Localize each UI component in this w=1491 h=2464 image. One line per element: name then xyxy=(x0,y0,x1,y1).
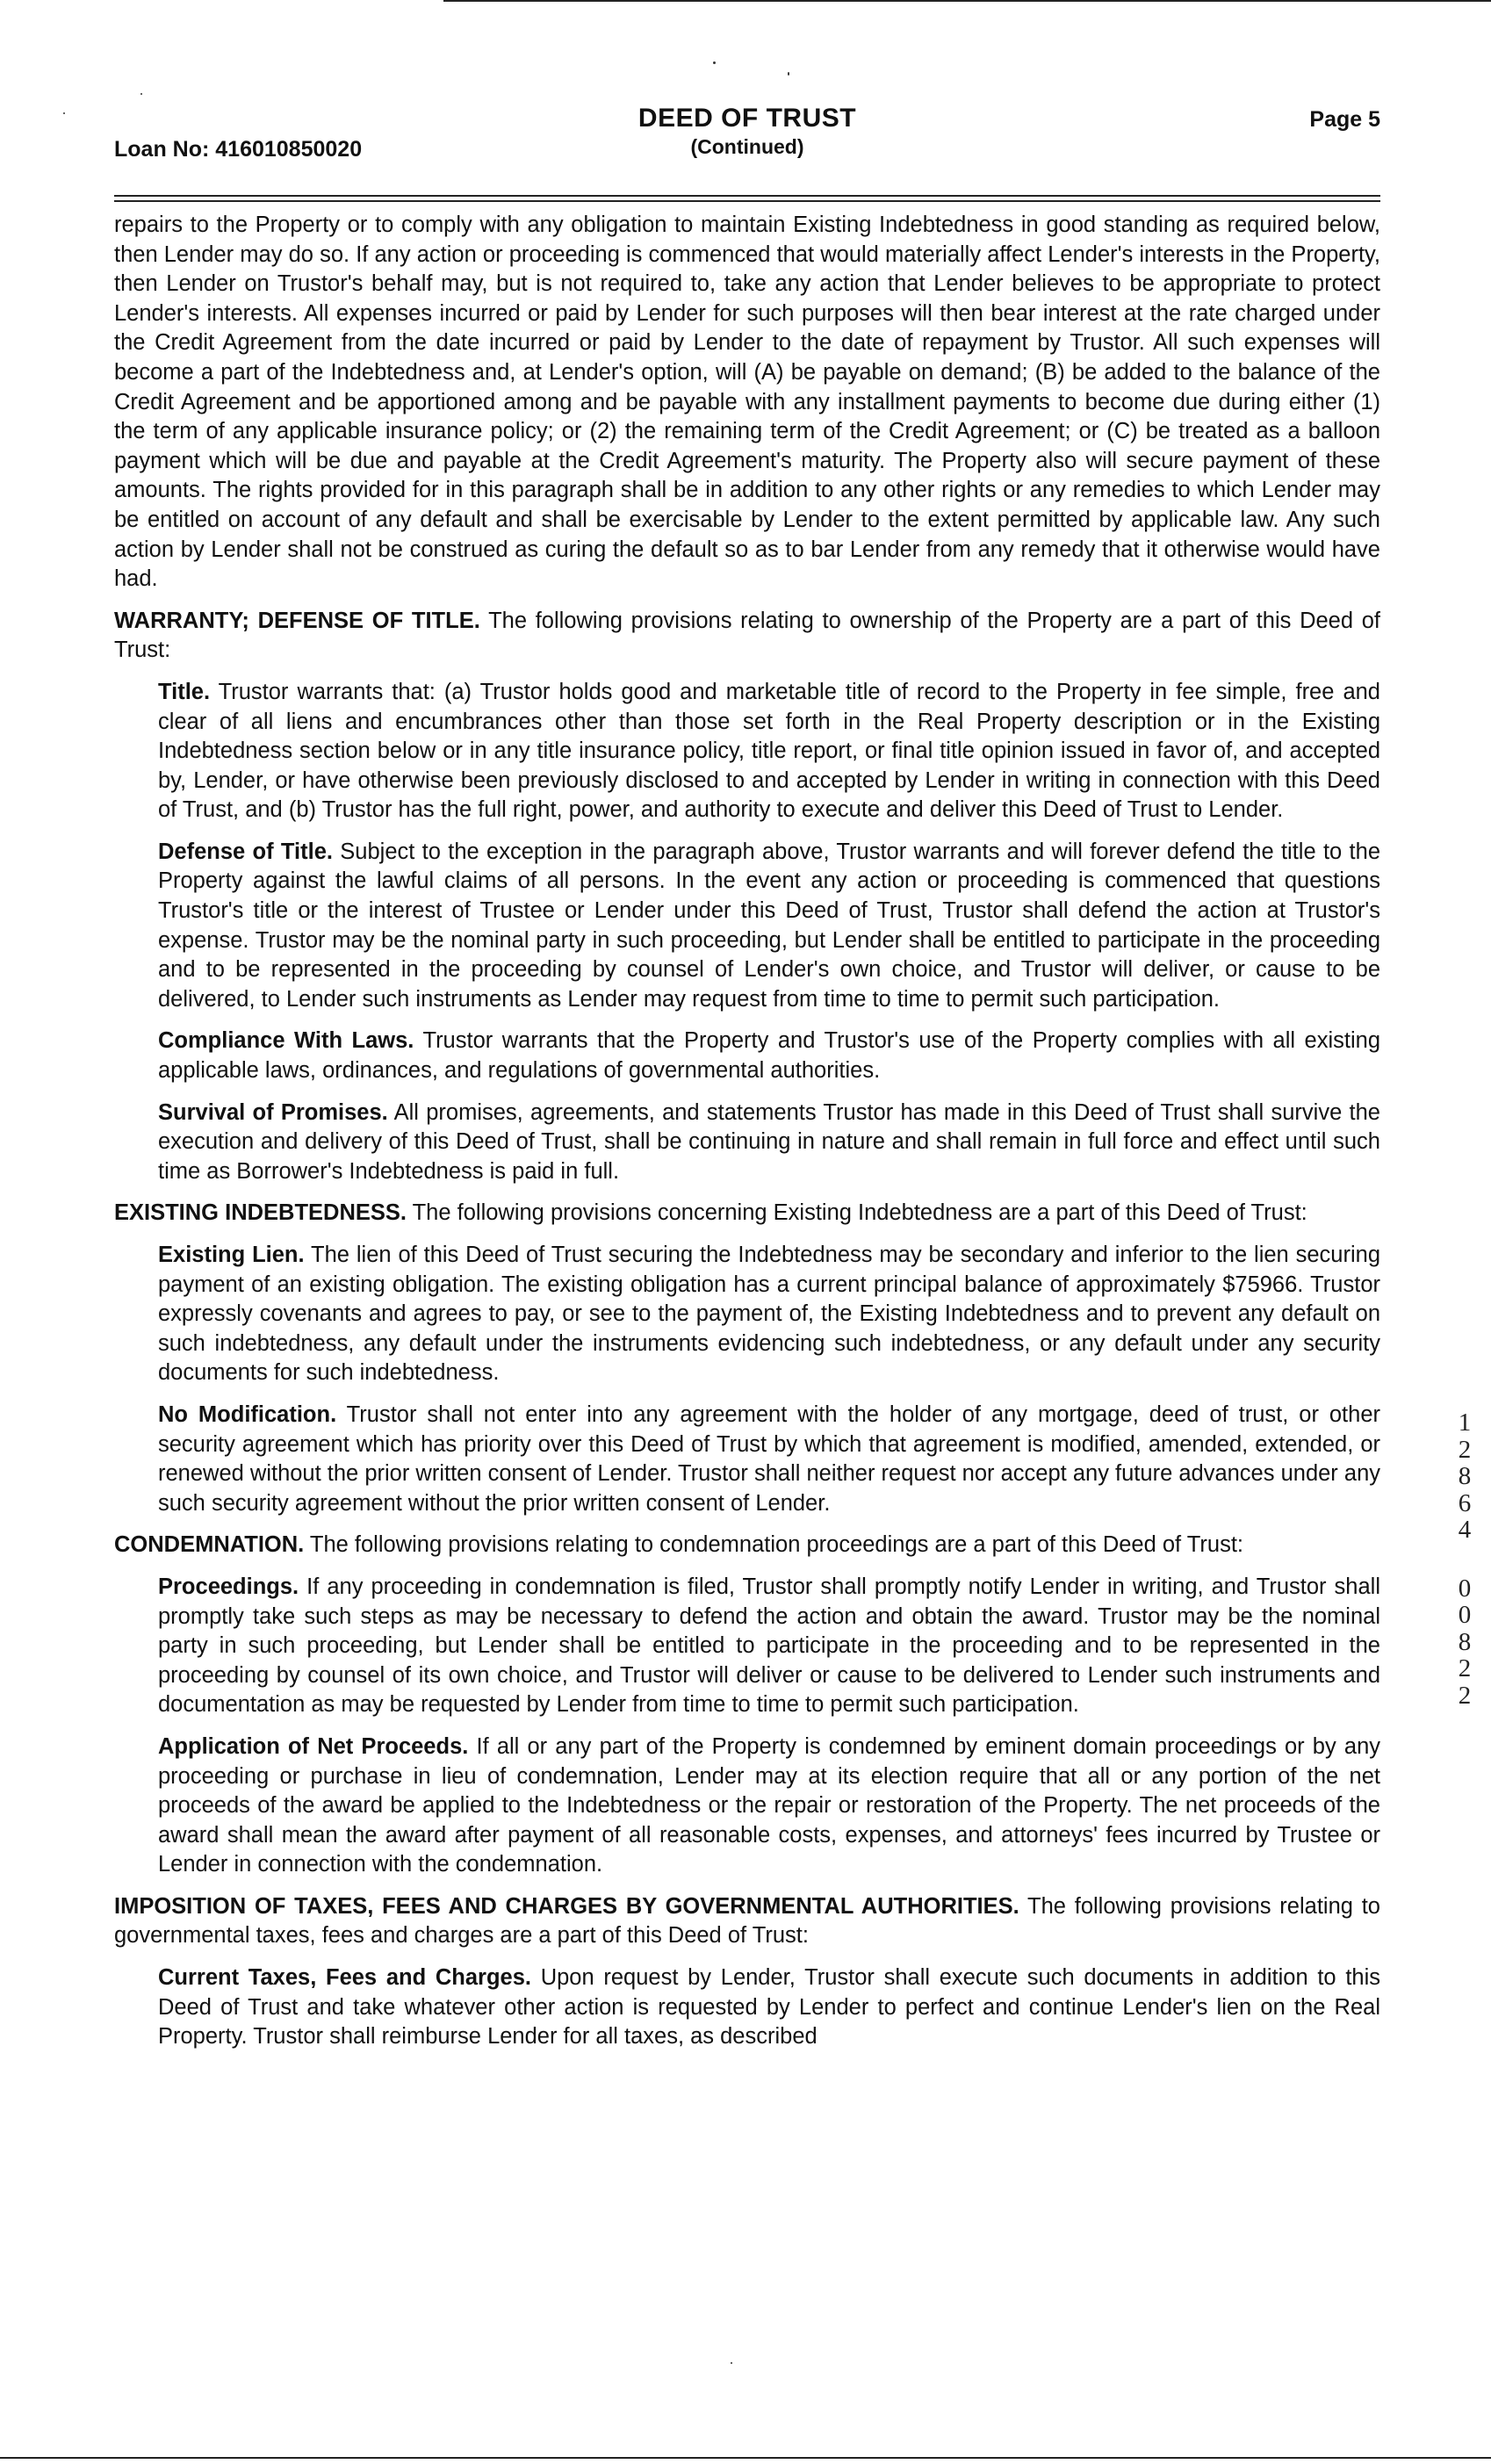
scan-speck xyxy=(731,2362,732,2364)
subsection-text: If any proceeding in condemnation is filed, Trustor shall promptly notify Lender in writing, and Trustor shall promptly take such steps as may be necessary to defend the action and obtain the award. Trustor may be the nominal party in such proceeding, but Lender shall be entitled to participate in the proceeding and to be represented in the proceeding by counsel of its own choice, and Trustor will deliver or cause to be delivered to Lender such instruments and documentation as may be requested by Lender from time to time to permit such participation. xyxy=(158,1574,1380,1718)
page-number: Page 5 xyxy=(1309,107,1380,132)
section-text: The following provisions relating to ownership of the Property are a part of this Deed of Trust: xyxy=(114,608,1381,663)
side-digit: 6 xyxy=(1458,1488,1472,1517)
subsection-defense-of-title xyxy=(158,838,1380,1015)
subsection-text: If all or any part of the Property is condemned by eminent domain proceedings or by any proceeding or purchase in lieu of condemnation, Lender may at its election require that all or any portion of the net proceeds of the award be applied to the Indebtedness or the repair or restoration of the Property. The net proceeds of the award shall mean the award after payment of all reasonable costs, expenses, and attorneys' fees incurred by Trustee or Lender in connection with the condemnation. xyxy=(158,1733,1381,1877)
side-digit: 2 xyxy=(1458,1654,1472,1682)
scan-top-edge xyxy=(443,0,1491,2)
subsection-title xyxy=(158,678,1380,825)
subsection-text: Subject to the exception in the paragraph above, Trustor warrants and will forever defend the title to the Property against the lawful claims of all persons. In the event any action or proceeding is commenced that questions Trustor's title or the interest of Trustee or Lender under this Deed of Trust, Trustor shall defend the action at Trustor's expense. Trustor may be the nominal party in such proceeding, but Lender shall be entitled to participate in the proceeding and to be represented in the proceeding by counsel of Lender's own choice, and Trustor will deliver, or cause to be delivered, to Lender such instruments as Lender may request from time to time to permit such participation. xyxy=(158,839,1381,1012)
side-digit: 4 xyxy=(1458,1516,1472,1544)
subsection-survival xyxy=(158,1099,1380,1187)
section-warranty xyxy=(114,607,1380,666)
section-heading: WARRANTY; DEFENSE OF TITLE. xyxy=(114,608,480,633)
section-heading: IMPOSITION OF TAXES, FEES AND CHARGES BY GOVERNMENTAL AUTHORITIES. xyxy=(114,1893,1019,1919)
section-text: The following provisions relating to governmental taxes, fees and charges are a part of this Deed of Trust: xyxy=(114,1893,1380,1949)
subsection-heading: Survival of Promises. xyxy=(158,1099,388,1125)
section-text: The following provisions concerning Existing Indebtedness are a part of this Deed of Trust: xyxy=(412,1200,1307,1226)
section-taxes xyxy=(114,1892,1380,1951)
document-title: DEED OF TRUST xyxy=(637,104,857,133)
side-document-number xyxy=(1453,1409,1476,1709)
subsection-existing-lien xyxy=(158,1241,1380,1388)
subsection-heading: Current Taxes, Fees and Charges. xyxy=(158,1965,531,1991)
subsection-heading: Compliance With Laws. xyxy=(158,1028,414,1054)
document-header xyxy=(114,104,1380,174)
subsection-text: Trustor warrants that: (a) Trustor holds good and marketable title of record to the Property in fee simple, free and clear of all liens and encumbrances other than those set forth in the Real Property description or in the Existing Indebtedness section below or in any title insurance policy, title report, or final title opinion issued in favor of, and accepted by, Lender, or have otherwise been previously disclosed to and accepted by Lender in writing in connection with this Deed of Trust, and (b) Trustor has the full right, power, and authority to execute and deliver this Deed of Trust to Lender. xyxy=(158,679,1380,823)
side-digit: 2 xyxy=(1458,1681,1472,1710)
side-gap xyxy=(1453,1544,1476,1575)
subsection-heading: No Modification. xyxy=(158,1401,337,1427)
side-digit: 2 xyxy=(1458,1435,1472,1464)
document-body xyxy=(114,211,1380,2064)
section-text: The following provisions relating to condemnation proceedings are a part of this Deed of Trust: xyxy=(309,1532,1243,1558)
subsection-no-modification xyxy=(158,1401,1380,1518)
side-digit: 1 xyxy=(1458,1409,1472,1437)
side-digit: 8 xyxy=(1458,1462,1472,1490)
paragraph-intro: repairs to the Property or to comply with any obligation to maintain Existing Indebtedness in good standing as required below, then Lender may do so. If any action or proceeding is commenced that would materially affect Lender's interests in the Property, then Lender on Trustor's behalf may, but is not required to, take any action that Lender believes to be appropriate to protect Lender's interests. All expenses incurred or paid by Lender for such purposes will then bear interest at the rate charged under the Credit Agreement from the date incurred or paid by Lender to the date of repayment by Trustor. All such expenses will become a part of the Indebtedness and, at Lender's option, will (A) be payable on demand; (B) be added to the balance of the Credit Agreement and be apportioned among and be payable with any installment payments to become due during either (1) the term of any applicable insurance policy; or (2) the remaining term of the Credit Agreement; or (C) be treated as a balloon payment which will be due and payable at the Credit Agreement's maturity. The Property also will secure payment of these amounts. The rights provided for in this paragraph shall be in addition to any other rights or any remedies to which Lender may be entitled on account of any default and shall be exercisable by Lender to the extent permitted by applicable law. Any such action by Lender shall not be construed as curing the default so as to bar Lender from any remedy that it otherwise would have had. xyxy=(114,213,1380,592)
scan-speck xyxy=(63,112,65,114)
subsection-heading: Defense of Title. xyxy=(158,839,333,864)
section-heading: EXISTING INDEBTEDNESS. xyxy=(114,1200,407,1226)
title-block xyxy=(114,104,1380,159)
loan-number: Loan No: 416010850020 xyxy=(114,137,363,162)
scan-speck xyxy=(713,61,716,64)
header-rule xyxy=(114,200,1380,202)
subsection-heading: Proceedings. xyxy=(158,1574,299,1599)
subsection-compliance xyxy=(158,1027,1380,1085)
subsection-heading: Existing Lien. xyxy=(158,1243,305,1267)
subsection-net-proceeds xyxy=(158,1733,1380,1880)
subsection-text: Trustor warrants that the Property and Trustor's use of the Property complies with all existing applicable laws, ordinances, and regulations of governmental authorities. xyxy=(158,1028,1381,1084)
subsection-text: All promises, agreements, and statements Trustor has made in this Deed of Trust shall survive the execution and delivery of this Deed of Trust, shall be continuing in nature and shall remain in full force and effect until such time as Borrower's Indebtedness is paid in full. xyxy=(158,1099,1380,1184)
section-condemnation xyxy=(114,1531,1380,1560)
scan-speck xyxy=(788,72,789,76)
document-subtitle: (Continued) xyxy=(690,135,804,158)
subsection-text: The lien of this Deed of Trust securing the Indebtedness may be secondary and inferior to the lien securing payment of an existing obligation. The existing obligation has a current principal balance of approximately $75966. Trustor expressly covenants and agrees to pay, or see to the payment of, the Existing Indebtedness and to prevent any default on such indebtedness, any default under the instruments evidencing such indebtedness, or any default under any security documents for such indebtedness. xyxy=(158,1243,1381,1386)
subsection-proceedings xyxy=(158,1573,1380,1720)
scan-bottom-edge xyxy=(0,2457,1491,2459)
side-digit: 8 xyxy=(1458,1627,1472,1656)
side-digit: 0 xyxy=(1458,1601,1472,1629)
scan-speck xyxy=(140,93,142,95)
subsection-heading: Title. xyxy=(158,679,211,704)
side-digit: 0 xyxy=(1458,1574,1472,1603)
subsection-text: Upon request by Lender, Trustor shall execute such documents in addition to this Deed of Trust and take whatever other action is requested by Lender to perfect and continue Lender's lien on the Real Property. Trustor shall reimburse Lender for all taxes, as described xyxy=(158,1965,1380,2050)
section-heading: CONDEMNATION. xyxy=(114,1532,305,1558)
subsection-heading: Application of Net Proceeds. xyxy=(158,1733,469,1759)
subsection-current-taxes xyxy=(158,1963,1380,2052)
section-existing-indebtedness xyxy=(114,1199,1380,1228)
subsection-text: Trustor shall not enter into any agreement with the holder of any mortgage, deed of trust, or other security agreement which has priority over this Deed of Trust by which that agreement is modified, amended, extended, or renewed without the prior written consent of Lender. Trustor shall neither request nor accept any future advances under any such security agreement without the prior written consent of Lender. xyxy=(158,1401,1380,1516)
header-rule xyxy=(114,195,1380,197)
